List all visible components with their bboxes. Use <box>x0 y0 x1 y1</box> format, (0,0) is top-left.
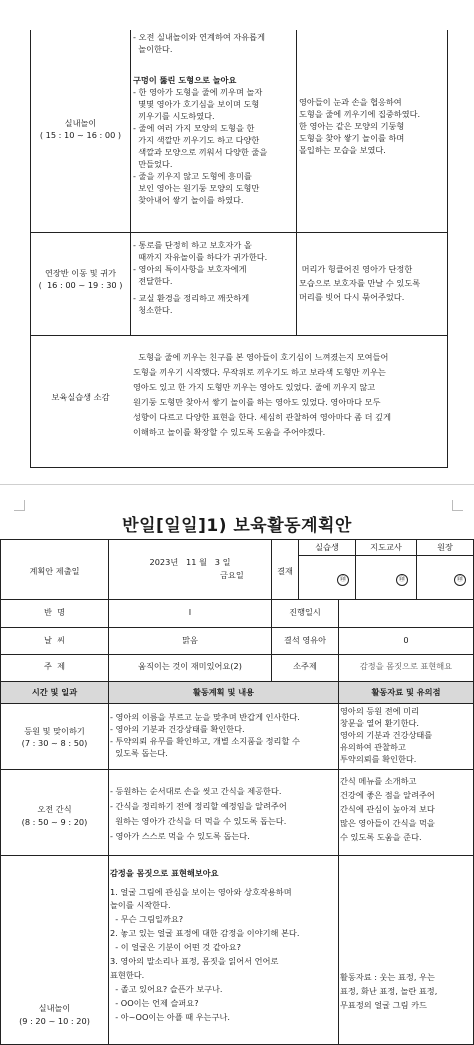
indoor-observation-line: 영아들이 눈과 손을 협응하여 <box>299 97 402 107</box>
arrival-time: (7 : 30 ~ 8 : 50) <box>21 738 88 748</box>
indoor-label: 실내놀이 <box>38 1003 71 1013</box>
snack-note: 많은 영아들이 간식을 먹을 <box>340 818 435 828</box>
arrival-note: 창문을 열어 환기한다. <box>340 718 419 728</box>
arrival-line: 있도록 돕는다. <box>110 748 168 758</box>
stamp-seal: ㊞ <box>454 574 466 586</box>
reflection-line: 도형을 끼우기 시작했다. 무작위로 끼우기도 하고 보라색 도형만 끼우는 <box>133 367 386 377</box>
arrival-line: - 영아의 이름을 부르고 눈을 맞추며 반갑게 인사한다. <box>110 712 300 722</box>
indoor-activity-line: 끼우기를 시도하였다. <box>133 111 215 121</box>
indoor-line: - OO이는 언제 슬퍼요? <box>110 998 199 1008</box>
class-label: 반 명 <box>43 607 66 617</box>
indoor-activity-line: 만들었다. <box>133 159 173 169</box>
indoor-note: 무표정의 얼굴 그림 카드 <box>340 1000 427 1010</box>
extended-line: 때까지 자유놀이를 하다가 귀가한다. <box>133 252 268 262</box>
indoor-note: 표정, 화난 표정, 놀란 표정, <box>340 986 438 996</box>
indoor-activity-line: 가지 색깔만 끼우기도 하고 다양한 <box>133 135 260 145</box>
indoor-play-label: 실내놀이 <box>64 118 97 128</box>
col-header-plan: 활동계획 및 내용 <box>192 687 255 697</box>
approver-teacher: 지도교사 <box>370 542 402 552</box>
reflection-line: 성향이 다르고 다양한 표현을 한다. 세심히 관찰하여 영아마다 좀 더 깊게 <box>133 412 391 422</box>
snack-line: - 등원하는 순서대로 손을 씻고 간식을 제공한다. <box>110 786 282 796</box>
date-label: 진행일시 <box>289 607 321 617</box>
absent-label: 결석 영유아 <box>283 635 327 645</box>
indoor-activity-line: 보인 영아는 원기둥 모양의 도형만 <box>133 183 260 193</box>
indoor-play-time: ( 15 : 10 ~ 16 : 00 ) <box>39 130 122 140</box>
indoor-activity-line: - 한 영아가 도형을 줄에 끼우며 놀자 <box>133 87 263 97</box>
approval-label: 결재 <box>277 566 293 576</box>
col-header-time: 시간 및 일과 <box>31 687 78 697</box>
extended-line: - 통로를 단정히 하고 보호자가 올 <box>133 240 252 250</box>
subtheme-value: 감정을 몸짓으로 표현해요 <box>359 661 453 671</box>
submit-day: 금요일 <box>220 570 244 580</box>
class-value: Ⅰ <box>188 607 192 617</box>
arrival-note: 유의하여 관찰하고 <box>340 742 406 752</box>
arrival-note: 투약의뢰를 확인한다. <box>340 754 417 764</box>
indoor-observation-line: 도형을 찾아 쌓기 놀이를 하며 <box>299 133 405 143</box>
reflection-label: 보육실습생 소감 <box>51 392 110 402</box>
extended-line: 청소한다. <box>133 305 173 315</box>
reflection-line: 도형을 줄에 끼우는 친구를 본 영아들이 호기심이 느껴졌는지 모여들어 <box>133 352 389 362</box>
stamp-seal: ㊞ <box>337 574 349 586</box>
indoor-activity-line: - 줄에 여러 가지 모양의 도형을 한 <box>133 123 255 133</box>
extended-line: - 영아의 특이사항을 보호자에게 <box>133 264 247 274</box>
arrival-line: - 영아의 기분과 건강상태를 확인한다. <box>110 724 245 734</box>
extended-line: - 교실 환경을 정리하고 깨끗하게 <box>133 293 250 303</box>
indoor-title: 감정을 몸짓으로 표현해보아요 <box>110 868 219 878</box>
indoor-observation-line: 몰입하는 모습을 보였다. <box>299 145 386 155</box>
indoor-line: 표현한다. <box>110 970 145 980</box>
indoor-line: - 무슨 그림일까요? <box>110 914 184 924</box>
extended-observation-line: 모습으로 보호자를 만날 수 있도록 <box>299 278 421 288</box>
absent-value: 0 <box>403 635 409 645</box>
snack-line: - 영아가 스스로 먹을 수 있도록 돕는다. <box>110 831 250 841</box>
indoor-activity-line: 몇몇 영아가 호기심을 보이며 도형 <box>133 99 260 109</box>
indoor-activity-title: 구멍이 뚫린 도형으로 놀아요 <box>133 75 237 85</box>
arrival-note: 영아의 기분과 건강상태를 <box>340 730 433 740</box>
extended-time: ( 16 : 00 ~ 19 : 30 ) <box>38 280 123 290</box>
snack-note: 간식에 관심이 높아져 보다 <box>340 804 435 814</box>
weather-value: 맑음 <box>182 635 198 645</box>
indoor-time: (9 : 20 ~ 10 : 20) <box>19 1016 90 1026</box>
snack-label: 오전 간식 <box>37 804 72 814</box>
snack-note: 간식 메뉴를 소개하고 <box>340 776 417 786</box>
page-break <box>0 484 474 485</box>
indoor-observation-line: 한 영아는 같은 모양의 기둥형 <box>299 121 405 131</box>
reflection-line: 원기둥 도형만 찾아서 쌓기 놀이를 하는 영아도 있었다. 영아마다 모두 <box>133 397 381 407</box>
indoor-line: 놀이를 시작한다. <box>110 900 171 910</box>
extended-label: 연장반 이동 및 귀가 <box>44 268 117 278</box>
submit-date: 2023년 11 월 3 일 <box>149 557 231 567</box>
subtheme-label: 소주제 <box>293 661 317 671</box>
indoor-activity-line: 찾아내어 쌓기 놀이를 하였다. <box>133 195 244 205</box>
approver-director: 원장 <box>437 542 453 552</box>
reflection-line: 이해하고 놀이를 확장할 수 있도록 도움을 주어야겠다. <box>133 427 326 437</box>
indoor-observation-line: 도형을 줄에 끼우기에 집중하였다. <box>299 109 421 119</box>
indoor-activity-line: 색깔과 모양으로 끼워서 다양한 줄을 <box>133 147 268 157</box>
approver-student: 실습생 <box>315 542 339 552</box>
page-corner-mark <box>14 500 25 511</box>
indoor-line: 1. 얼굴 그림에 관심을 보이는 영아와 상호작용하며 <box>110 887 292 897</box>
theme-value: 움직이는 것이 재미있어요(2) <box>138 661 242 671</box>
col-header-notes: 활동자료 및 유의점 <box>371 687 441 697</box>
continued-note-line-2: 놀이한다. <box>133 44 173 54</box>
arrival-label: 등원 및 맞이하기 <box>24 726 85 736</box>
snack-line: - 간식을 정리하기 전에 정리할 예정임을 알려주어 <box>110 801 287 811</box>
indoor-line: 3. 영아의 말소리나 표정, 몸짓을 읽어서 언어로 <box>110 956 279 966</box>
snack-note: 수 있도록 도움을 준다. <box>340 832 422 842</box>
stamp-seal: ㊞ <box>396 574 408 586</box>
snack-time: (8 : 50 ~ 9 : 20) <box>21 817 88 827</box>
weather-label: 날 씨 <box>43 635 66 645</box>
indoor-line: - 아~OO이는 아플 때 우는구나. <box>110 1012 231 1022</box>
indoor-note: 활동자료 : 웃는 표정, 우는 <box>340 972 435 982</box>
indoor-activity-line: - 줄을 끼우지 않고 도형에 흥미를 <box>133 171 252 181</box>
extended-observation-line: 머리가 헝클어진 영아가 단정한 <box>299 264 413 274</box>
submit-date-label: 계획안 제출일 <box>29 566 80 576</box>
indoor-line: 2. 놓고 있는 얼굴 표정에 대한 감정을 이야기해 본다. <box>110 928 300 938</box>
page-title: 반일[일일]1) 보육활동계획안 <box>122 516 352 536</box>
extended-line: 전달한다. <box>133 276 173 286</box>
snack-note: 건강에 좋은 점을 알려주어 <box>340 790 435 800</box>
snack-line: 원하는 영아가 간식을 더 먹을 수 있도록 돕는다. <box>110 816 287 826</box>
continued-note-line-1: - 오전 실내놀이와 연계하여 자유롭게 <box>133 32 266 42</box>
arrival-note: 영아의 등원 전에 미리 <box>340 706 419 716</box>
reflection-line: 영아도 있고 한 가지 도형만 끼우는 영아도 있었다. 줄에 끼우지 않고 <box>133 382 376 392</box>
arrival-line: - 투약의뢰 유무를 확인하고, 개별 소지품을 정리할 수 <box>110 736 300 746</box>
indoor-line: - 졸고 있어요? 슬픈가 보구나. <box>110 984 223 994</box>
extended-observation-line: 머리를 빗어 다시 묶어주었다. <box>299 292 405 302</box>
indoor-line: - 이 얼굴은 기분이 어떤 것 같아요? <box>110 942 241 952</box>
theme-label: 주 제 <box>43 661 66 671</box>
page-corner-mark <box>452 500 463 511</box>
